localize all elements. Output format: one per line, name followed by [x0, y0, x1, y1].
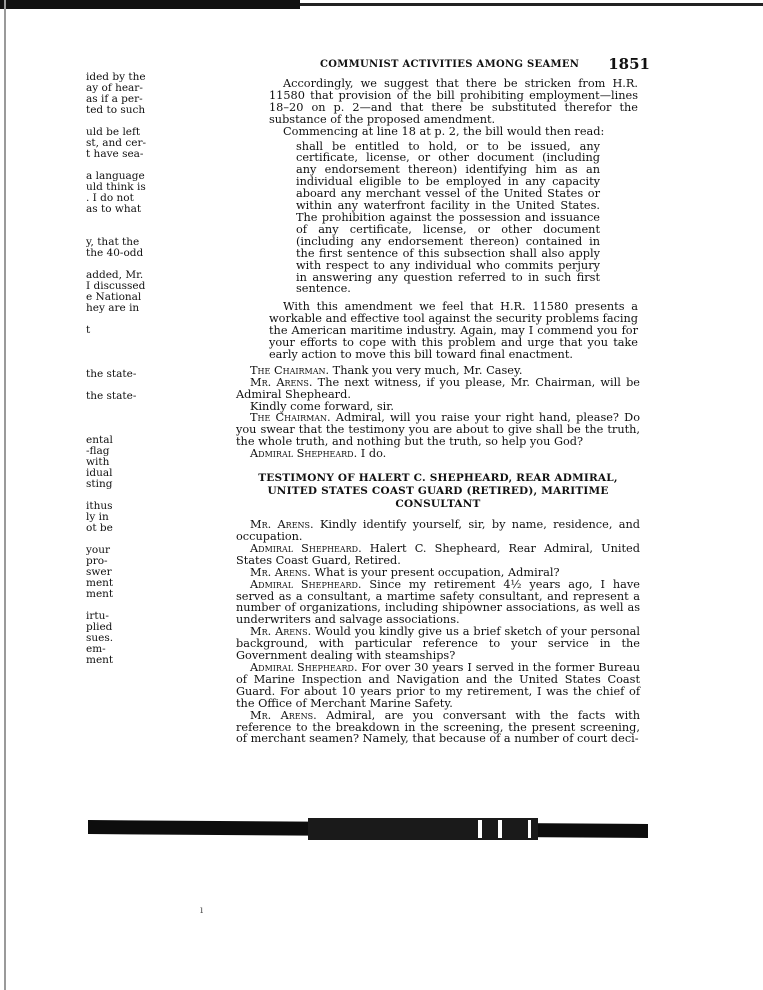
facing-page-line: the 40-odd — [86, 248, 144, 259]
speaker: Admiral Shepheard. — [250, 660, 358, 674]
speech: For over 30 years I served in the former Bureau of Marine Inspection and Navigation and the United States Coast Guard. For about 10 years prior to my retirement, I was the chief of the Office of Merchant Marine Safety. — [236, 660, 640, 710]
left-page-edge — [4, 0, 6, 990]
bottom-binding-bar — [88, 818, 648, 842]
facing-page-line — [86, 600, 146, 611]
facing-page-line — [86, 490, 146, 501]
binding-gap — [478, 820, 482, 838]
main-text-column — [236, 78, 640, 745]
facing-page-line: pro- — [86, 556, 108, 567]
facing-page-line: t — [86, 325, 91, 336]
facing-page-line: ment — [86, 578, 114, 589]
top-edge-bar — [0, 0, 763, 10]
binding-gap — [528, 820, 531, 838]
dialogue — [236, 710, 640, 746]
dialogue — [236, 579, 640, 627]
facing-page-line: ly in — [86, 512, 109, 523]
paragraph: With this amendment we feel that H.R. 11580 presents a workable and effective tool against the security problems facing the American maritime industry. Again, may I commend you for your efforts to cope with this problem and urge that you take early action to move this bill toward final enactment. — [269, 300, 638, 361]
facing-page-line: st, and cer- — [86, 138, 146, 149]
testimony-heading: TESTIMONY OF HALERT C. SHEPHEARD, REAR ADMIRAL, UNITED STATES COAST GUARD (RETIRED), MARITIME CONSULTANT — [258, 472, 618, 511]
dialogue — [236, 662, 640, 710]
facing-page-line: your — [86, 545, 111, 556]
speech: Thank you very much, Mr. Casey. — [329, 363, 523, 377]
facing-page-line: ay of hear- — [86, 83, 143, 94]
speech: Since my retirement 4½ years ago, I have served as a consultant, a martime safety consultant, and represent a number of organizations, including shipowner associations, as well as underwriters and salvage associations. — [236, 577, 640, 627]
dialogue — [236, 626, 640, 662]
facing-page-line: t have sea- — [86, 149, 144, 160]
facing-page-line — [86, 116, 146, 127]
speech: Admiral, will you raise your right hand, please? Do you swear that the testimony you are about to give shall be the truth, the whole truth, and nothing but the truth, so help you God? — [236, 411, 640, 449]
facing-page-line: irtu- — [86, 611, 109, 622]
facing-page-line: ted to such — [86, 105, 146, 116]
facing-page-line: plied — [86, 622, 113, 633]
quoted-bill-text: shall be entitled to hold, or to be issued, any certificate, license, or other document (including any endorsement thereon) identifying him as an individual eligible to be employed in any capacity aboard any merchant vessel of the United States or within any waterfront facility in the United States. The prohibition against the possession and issuance of any certificate, license, or other document (including any endorsement thereon) contained in the first sentence of this subsection shall also apply with respect to any individual who commits perjury in answering any question referred to in such first sentence. — [296, 139, 600, 296]
speech: Kindly identify yourself, sir, by name, residence, and occupation. — [236, 518, 640, 543]
facing-page-line: ental — [86, 435, 113, 446]
speaker: Mr. Arens. — [250, 518, 314, 532]
facing-page-line: ot be — [86, 523, 113, 534]
facing-page-line — [86, 413, 146, 424]
stray-mark: ı — [200, 905, 204, 916]
facing-page-line: swer — [86, 567, 112, 578]
speech: Halert C. Shepheard, Rear Admiral, United States Coast Guard, Retired. — [236, 541, 640, 567]
facing-page-line — [86, 314, 146, 325]
dialogue — [236, 519, 640, 543]
dialogue — [236, 412, 640, 448]
speaker: Mr. Arens. — [250, 565, 311, 579]
binding-gap — [498, 820, 502, 838]
facing-page-line: y, that the — [86, 237, 140, 248]
speaker: Mr. Arens. — [250, 375, 313, 389]
speech: Would you kindly give us a brief sketch of your personal background, with particular reference to your service in the Government dealing with steamships? — [236, 625, 640, 663]
top-edge-thick — [0, 0, 300, 9]
facing-page-line: with — [86, 457, 110, 468]
facing-page-line: uld think is — [86, 182, 146, 193]
speaker: Mr. Arens. — [250, 708, 317, 722]
paragraph: Commencing at line 18 at p. 2, the bill would then read: — [283, 124, 605, 138]
speaker: Mr. Arens. — [250, 625, 312, 639]
facing-page-line: as if a per- — [86, 94, 143, 105]
facing-page-line: I discussed — [86, 281, 146, 292]
facing-page-line: ithus — [86, 501, 113, 512]
speaker: The Chairman. — [250, 411, 331, 425]
facing-page-line — [86, 380, 146, 391]
facing-page-line — [86, 534, 146, 545]
facing-page-line — [86, 215, 146, 226]
binding-block — [308, 818, 538, 840]
facing-page-line: the state- — [86, 369, 137, 380]
facing-page-line — [86, 402, 146, 413]
speech: What is your present occupation, Admiral? — [310, 565, 560, 579]
speech: Admiral, are you conversant with the facts with reference to the breakdown in the screening, the present screening, of merchant seamen? Namely, that because of a number of court deci- — [236, 708, 640, 746]
dialogue: Kindly come forward, sir. — [250, 399, 395, 413]
facing-page-line: ment — [86, 655, 114, 666]
facing-page-line: idual — [86, 468, 113, 479]
facing-page-line: hey are in — [86, 303, 140, 314]
speaker: Admiral Shepheard. — [250, 541, 362, 555]
dialogue — [236, 377, 640, 401]
facing-page-line: the state- — [86, 391, 137, 402]
facing-page-line: ided by the — [86, 72, 146, 83]
facing-page-line: ment — [86, 589, 114, 600]
facing-page-line: added, Mr. — [86, 270, 144, 281]
facing-page-line: sues. — [86, 633, 114, 644]
facing-page-line — [86, 259, 146, 270]
facing-page-line — [86, 347, 146, 358]
facing-page-line: as to what — [86, 204, 142, 215]
facing-page-fragments — [86, 72, 146, 666]
facing-page-line: . I do not — [86, 193, 134, 204]
dialogue — [236, 448, 640, 460]
page-header — [320, 55, 650, 77]
facing-page-line — [86, 424, 146, 435]
page-number: 1851 — [608, 55, 650, 73]
top-edge-thin — [300, 3, 763, 6]
facing-page-line — [86, 358, 146, 369]
speech: The next witness, if you please, Mr. Chairman, will be Admiral Shepheard. — [236, 375, 640, 401]
speaker: Admiral Shepheard. — [250, 577, 362, 591]
speaker: Admiral Shepheard. — [250, 447, 358, 461]
facing-page-line: em- — [86, 644, 106, 655]
facing-page-line: -flag — [86, 446, 110, 457]
dialogue — [236, 543, 640, 567]
facing-page-line: a language — [86, 171, 145, 182]
speech: I do. — [357, 447, 387, 461]
paragraph: Accordingly, we suggest that there be stricken from H.R. 11580 that provision of the bill prohibiting employment—lines 18–20 on p. 2—and that there be substituted therefor the substance of the proposed amendment. — [269, 77, 638, 126]
facing-page-line: e National — [86, 292, 142, 303]
facing-page-line: uld be left — [86, 127, 141, 138]
facing-page-line — [86, 226, 146, 237]
running-head: COMMUNIST ACTIVITIES AMONG SEAMEN — [320, 59, 580, 70]
facing-page-line — [86, 336, 146, 347]
facing-page-line — [86, 160, 146, 171]
speaker: The Chairman. — [250, 363, 330, 377]
facing-page-line: sting — [86, 479, 113, 490]
